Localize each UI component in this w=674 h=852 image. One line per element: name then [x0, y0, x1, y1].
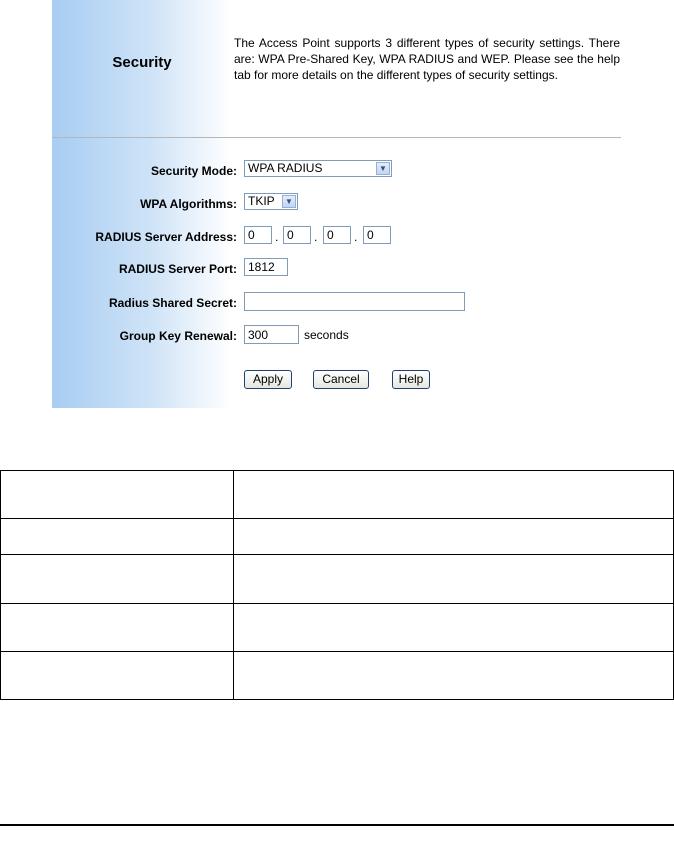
ip-dot: .: [354, 230, 358, 244]
section-title: Security: [112, 54, 172, 71]
chevron-down-icon[interactable]: ▼: [282, 195, 296, 208]
table-cell: [1, 519, 234, 555]
table-cell: [234, 519, 674, 555]
shared-secret-row: [52, 292, 621, 314]
security-mode-row: [52, 160, 621, 182]
description-table: [0, 470, 674, 700]
table-cell: [1, 652, 234, 700]
radius-ip-octet-1[interactable]: [244, 226, 272, 244]
security-mode-value: WPA RADIUS: [248, 161, 323, 175]
table-row: [1, 652, 674, 700]
security-settings-panel: [52, 0, 621, 408]
radius-address-label: RADIUS Server Address:: [95, 230, 237, 244]
radius-ip-octet-2[interactable]: [283, 226, 311, 244]
table-cell: [234, 652, 674, 700]
group-key-unit: seconds: [304, 328, 349, 342]
security-description: The Access Point supports 3 different types of security settings. There are: WPA Pre-Shared Key, WPA RADIUS and WEP. Please see the help tab for more details on the different types of security settings.: [234, 36, 620, 82]
ip-dot: .: [275, 230, 279, 244]
shared-secret-input[interactable]: [244, 292, 465, 311]
wpa-algorithms-select[interactable]: [244, 193, 298, 210]
wpa-algorithms-row: [52, 193, 621, 215]
cancel-button[interactable]: Cancel: [313, 370, 369, 389]
table-cell: [1, 555, 234, 604]
radius-address-row: [52, 226, 621, 248]
shared-secret-label: Radius Shared Secret:: [108, 296, 237, 310]
divider: [52, 137, 621, 138]
group-key-row: [52, 325, 621, 347]
apply-button[interactable]: Apply: [244, 370, 292, 389]
button-row: [52, 370, 621, 392]
ip-dot: .: [314, 230, 318, 244]
table-row: [1, 555, 674, 604]
radius-ip-octet-4[interactable]: [363, 226, 391, 244]
table-row: [1, 471, 674, 519]
radius-port-label: RADIUS Server Port:: [118, 262, 237, 276]
radius-port-input[interactable]: [244, 258, 288, 276]
radius-ip-octet-3[interactable]: [323, 226, 351, 244]
help-button[interactable]: Help: [392, 370, 430, 389]
table-cell: [1, 604, 234, 652]
table-row: [1, 604, 674, 652]
table-cell: [234, 555, 674, 604]
group-key-label: Group Key Renewal:: [119, 329, 237, 343]
security-mode-select[interactable]: [244, 160, 392, 177]
table-row: [1, 519, 674, 555]
table-cell: [234, 604, 674, 652]
security-mode-label: Security Mode:: [150, 164, 237, 178]
table-cell: [234, 471, 674, 519]
wpa-algorithms-value: TKIP: [248, 194, 275, 208]
radius-port-row: [52, 258, 621, 280]
group-key-input[interactable]: [244, 325, 299, 344]
table-cell: [1, 471, 234, 519]
wpa-algorithms-label: WPA Algorithms:: [140, 197, 237, 211]
footer-rule: [0, 824, 674, 826]
chevron-down-icon[interactable]: ▼: [376, 162, 390, 175]
